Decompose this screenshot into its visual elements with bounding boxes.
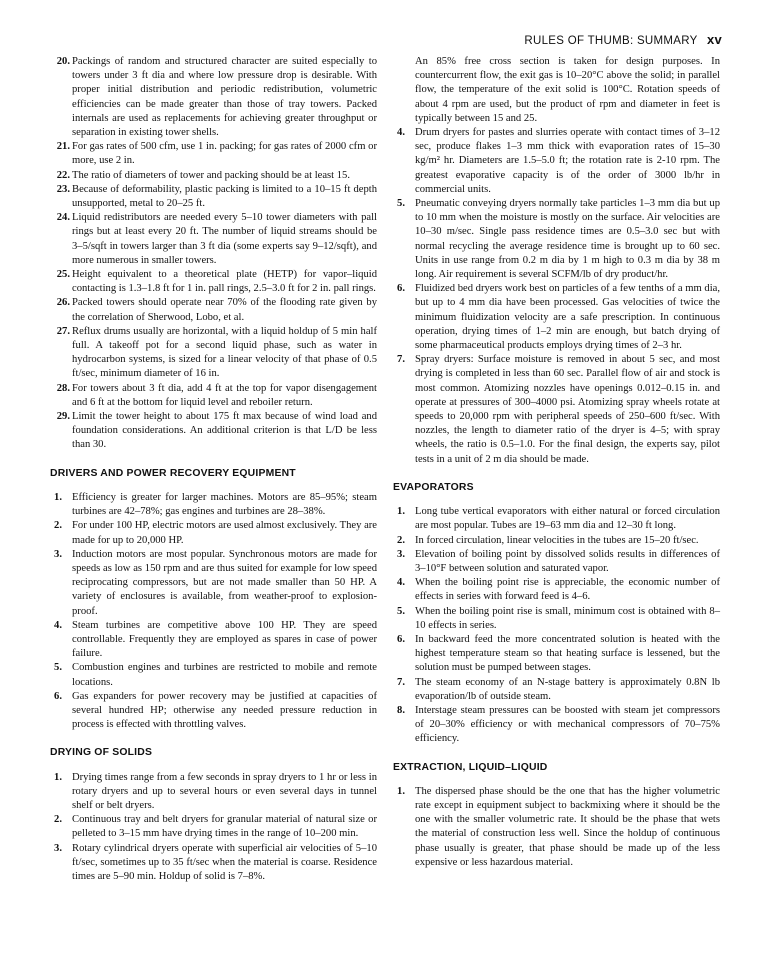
item-text: Gas expanders for power recovery may be justified at capacities of several hundred HP; otherwise any needed pressure reduction in process is effected with throttling valves.: [72, 690, 377, 731]
item-number: 20.: [56, 56, 70, 67]
item-number: 6.: [397, 283, 405, 295]
item-text: Elevation of boiling point by dissolved solids results in differences of 3–10°F between solution and saturated vapor.: [415, 548, 720, 574]
item-number: 7.: [397, 676, 405, 688]
list-item: [50, 410, 377, 453]
list-item: [393, 353, 720, 467]
item-text: The dispersed phase should be the one that has the higher volumetric rate except in equipment subject to backmixing where it should be the one with the smaller volumetric rate. It should be the phase that wets the material of construction less well. Since the holdup of continuous phase usually is greater, that phase should be made up of the less expensive or less hazardous material.: [415, 785, 720, 868]
item-text: Induction motors are most popular. Synchronous motors are made for speeds as low as 150 rpm and are thus suited for example for low speed reciprocating compressors, but are not made smaller than 50 HP. A variety of enclosures is available, from weather-proof to explosion-proof.: [72, 548, 377, 617]
list-item: [50, 211, 377, 268]
list-item: [393, 576, 720, 604]
item-number: 1.: [54, 771, 62, 783]
section-heading-extraction: EXTRACTION, LIQUID–LIQUID: [393, 761, 548, 773]
item-text: Limit the tower height to about 175 ft max because of wind load and foundation considerations. An additional criterion is that L/D be less than 30.: [72, 411, 377, 451]
item-text: For towers about 3 ft dia, add 4 ft at the top for vapor disengagement and 6 ft at the bottom for liquid level and reboiler return.: [72, 382, 377, 408]
item-text: The steam economy of an N-stage battery is approximately 0.8N lb evaporation/lb of outside steam.: [415, 676, 720, 702]
item-text: In backward feed the more concentrated solution is heated with the highest temperature steam so that heating surface is lessened, but the solution must be pumped between stages.: [415, 633, 720, 674]
item-number: 3.: [54, 842, 62, 854]
item-number: 26.: [56, 297, 70, 309]
list-item: [393, 704, 720, 747]
section-heading-evaporators: EVAPORATORS: [393, 481, 474, 493]
list-item: [393, 505, 720, 533]
list-item: [393, 548, 720, 576]
drivers-list: [50, 491, 377, 732]
item-number: 1.: [397, 506, 405, 518]
list-item: [50, 619, 377, 662]
item-text: Rotary cylindrical dryers operate with superficial air velocities of 5–10 ft/sec, sometimes up to 35 ft/sec when the material is coarse. Residence times are 5–90 min. Holdup of solid is 7–8%.: [72, 842, 377, 882]
drying-list: [50, 771, 377, 885]
left-column: [50, 55, 377, 884]
header-title: RULES OF THUMB: SUMMARY: [524, 35, 698, 47]
drying-list-continued: [393, 126, 720, 467]
item-number: 27.: [56, 325, 70, 337]
item-text: Because of deformability, plastic packing is limited to a 10–15 ft depth unsupported, metal to 20–25 ft.: [72, 183, 377, 210]
page-number: xv: [706, 32, 722, 47]
item-text: The ratio of diameters of tower and packing should be at least 15.: [72, 169, 350, 181]
item-text: Steam turbines are competitive above 100 HP. They are speed controllable. Frequently they are employed as spares in case of power failure.: [72, 619, 377, 660]
item-number: 3.: [54, 548, 62, 560]
item-text: Spray dryers: Surface moisture is removed in about 5 sec, and most drying is completed in less than 60 sec. Parallel flow of air and stock is most common. Atomizing nozzles have openings 0.012–0.15 in. and operate at pressures of 300–4000 psi. Atomizing spray wheels rotate at speeds to 20,000 rpm with peripheral speeds of 250–600 ft/sec. With nozzles, the length to diameter ratio of the dryer is 4–5; with spray wheels, the ratio is 0.5–1.0. For the final design, the experts say, pilot tests in a unit of 2 m dia should be made.: [415, 354, 720, 465]
evaporators-list: [393, 505, 720, 746]
list-item: [393, 282, 720, 353]
item-text: Long tube vertical evaporators with either natural or forced circulation are most popular. Tubes are 19–63 mm dia and 12–30 ft long.: [415, 506, 720, 532]
item-number: 2.: [54, 814, 62, 826]
item-number: 2.: [54, 520, 62, 532]
item-number: 4.: [397, 127, 405, 139]
list-item: [393, 785, 720, 870]
item-text: Efficiency is greater for larger machines. Motors are 85–95%; steam turbines are 42–78%; gas engines and turbines are 28–38%.: [72, 491, 377, 518]
list-item: [50, 140, 377, 168]
list-item: [50, 169, 377, 183]
list-item: [50, 183, 377, 211]
item-text: Reflux drums usually are horizontal, with a liquid holdup of 5 min half full. A takeoff pot for a second liquid phase, such as water in hydrocarbon systems, is sized for a linear velocity of that phase of 0.5 ft/sec, minimum diameter of 16 in.: [72, 325, 377, 380]
list-item: [393, 605, 720, 633]
item-number: 6.: [54, 690, 62, 702]
list-item: [393, 633, 720, 676]
section-heading-drying: DRYING OF SOLIDS: [50, 747, 153, 759]
list-item: [50, 55, 377, 140]
item-text: Continuous tray and belt dryers for granular material of natural size or pelleted to 3–15 mm have drying times in the range of 10–200 min.: [72, 814, 377, 840]
list-item: [50, 325, 377, 382]
item-number: 5.: [397, 198, 405, 210]
continued-paragraph: An 85% free cross section is taken for design purposes. In countercurrent flow, the exit gas is 10–20°C above the solid; in parallel flow, the temperature of the exit solid is 100°C. Rotation speeds of about 4 rpm are used, but the product of rpm and diameter in feet is typically between 15 and 25.: [415, 56, 720, 124]
list-item: [50, 813, 377, 841]
item-number: 2.: [397, 534, 405, 546]
item-text: Combustion engines and turbines are restricted to mobile and remote locations.: [72, 662, 377, 688]
item-text: When the boiling point rise is appreciable, the economic number of effects in series with forward feed is 4–6.: [415, 577, 720, 603]
item-text: In forced circulation, linear velocities in the tubes are 15–20 ft/sec.: [415, 534, 699, 546]
item-number: 29.: [56, 411, 70, 423]
item-text: Fluidized bed dryers work best on particles of a few tenths of a mm dia, but up to 4 mm dia have been processed. Gas velocities of twice the minimum fluidization velocity are a safe prescription. In continuous operation, drying times of 1–2 min are enough, but batch drying of some pharmaceutical products employs drying times of 2–3 hr.: [415, 283, 720, 352]
item-number: 22.: [56, 169, 70, 181]
item-number: 1.: [397, 785, 405, 797]
list-item: [393, 676, 720, 704]
item-number: 4.: [397, 577, 405, 589]
running-header: [524, 32, 722, 47]
list-item: [393, 534, 720, 548]
list-item: [50, 519, 377, 547]
item-number: 5.: [397, 605, 405, 617]
item-number: 5.: [54, 662, 62, 674]
section-heading-drivers: DRIVERS AND POWER RECOVERY EQUIPMENT: [50, 467, 296, 479]
list-item: [50, 382, 377, 410]
item-number: 1.: [54, 491, 62, 503]
item-text: Liquid redistributors are needed every 5–10 tower diameters with pall rings but at least every 20 ft. The number of liquid streams should be 3–5/sqft in towers larger than 3 ft dia (some experts say 9–12/sqft), and more numerous in smaller towers.: [72, 212, 377, 266]
list-item: [50, 661, 377, 689]
item-number: 21.: [56, 141, 70, 153]
item-text: Packed towers should operate near 70% of the flooding rate given by the correlation of Sherwood, Lobo, et al.: [72, 297, 377, 323]
item-text: For gas rates of 500 cfm, use 1 in. packing; for gas rates of 2000 cfm or more, use 2 in.: [72, 141, 377, 167]
item-number: 28.: [56, 382, 70, 394]
list-item: [393, 197, 720, 282]
list-item: [50, 296, 377, 324]
item-text: Packings of random and structured character are suited especially to towers under 3 ft dia and where low pressure drop is desirable. With proper initial distribution and periodic redistribution, volumetric efficiencies can be made greater than those of tray towers. Packed internals are used as replacements for achieving greater throughput or separation in existing tower shells.: [72, 56, 377, 139]
item-number: 4.: [54, 619, 62, 631]
list-item: [50, 548, 377, 619]
list-item: [393, 126, 720, 197]
item-text: Interstage steam pressures can be boosted with steam jet compressors of 20–30% efficiency or with mechanical compressors of 70–75% efficiency.: [415, 704, 720, 745]
item-number: 6.: [397, 633, 405, 645]
item-number: 8.: [397, 704, 405, 716]
item-number: 25.: [56, 269, 70, 281]
item-text: Height equivalent to a theoretical plate (HETP) for vapor–liquid contacting is 1.3–1.8 ft for 1 in. pall rings, 2.5–3.0 ft for 2 in. pall rings.: [72, 269, 377, 295]
item-text: Drying times range from a few seconds in spray dryers to 1 hr or less in rotary dryers and up to several hours or even several days in tunnel shelf or belt dryers.: [72, 771, 377, 811]
item-number: 3.: [397, 548, 405, 560]
list-item: [50, 842, 377, 885]
towers-list: [50, 55, 377, 453]
extraction-list: [393, 785, 720, 870]
list-item: [50, 690, 377, 733]
list-item: [50, 491, 377, 519]
item-number: 7.: [397, 354, 405, 366]
item-number: 24.: [56, 212, 70, 224]
item-text: Drum dryers for pastes and slurries operate with contact times of 3–12 sec, produce flakes 1–3 mm thick with evaporation rates of 15–30 kg/m² hr. Diameters are 1.5–5.0 ft; the rotation rate is 2-10 rpm. The greatest evaporative capacity is of the order of 3000 lb/hr in commercial units.: [415, 127, 720, 195]
list-item: [50, 771, 377, 814]
item-text: Pneumatic conveying dryers normally take particles 1–3 mm dia but up to 10 mm when the moisture is mostly on the surface. Air velocities are 10–30 m/sec. Single pass residence times are 0.5–3.0 sec but with normal recycling the average residence time is brought up to 60 sec. Units in use range from 0.2 m dia by 1 m high to 0.3 m dia by 38 m long. Air requirement is several SCFM/lb of dry product/hr.: [415, 198, 720, 281]
item-text: When the boiling point rise is small, minimum cost is obtained with 8–10 effects in series.: [415, 605, 720, 631]
item-number: 23.: [56, 183, 70, 195]
list-item: [50, 268, 377, 296]
item-text: For under 100 HP, electric motors are used almost exclusively. They are made for up to 20,000 HP.: [72, 520, 377, 546]
right-column: [393, 55, 720, 870]
